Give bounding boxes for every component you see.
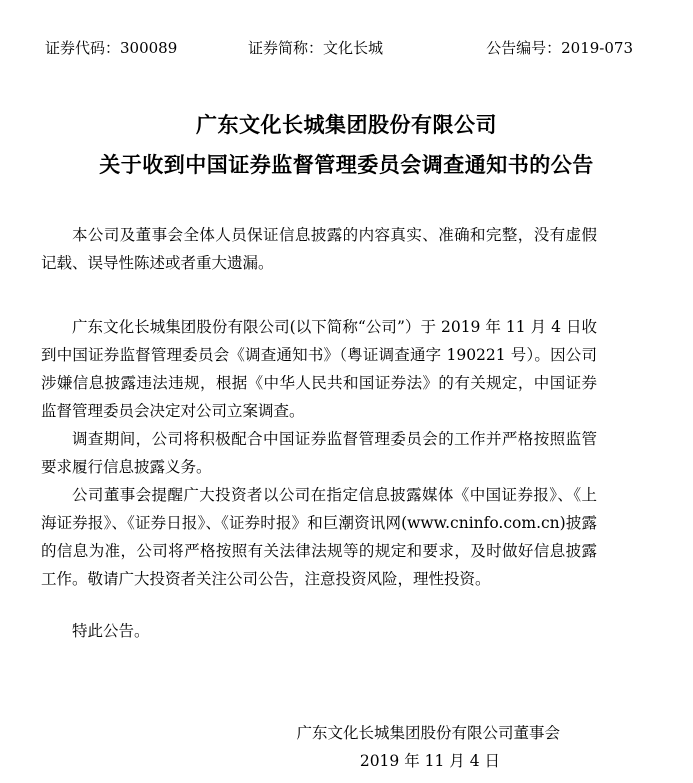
cooperation-paragraph: 调查期间，公司将积极配合中国证券监督管理委员会的工作并严格按照监管要求履行信息披露义务。 xyxy=(41,430,597,476)
company-title: 广东文化长城集团股份有限公司 xyxy=(196,113,497,137)
signature-date: 2019 年 11 月 4 日 xyxy=(359,752,500,770)
closing-paragraph: 特此公告。 xyxy=(72,622,150,640)
announcement-title: 关于收到中国证券监督管理委员会调查通知书的公告 xyxy=(99,153,594,177)
disclaimer-paragraph: 本公司及董事会全体人员保证信息披露的内容真实、准确和完整，没有虚假记载、误导性陈述或者重大遗漏。 xyxy=(41,226,597,272)
signature-company: 广东文化长城集团股份有限公司董事会 xyxy=(296,724,560,742)
announcement-number: 公告编号：2019-073 xyxy=(486,39,633,57)
investor-reminder-paragraph: 公司董事会提醒广大投资者以公司在指定信息披露媒体《中国证券报》、《上海证券报》、《证券日报》、《证券时报》和巨潮资讯网(www.cninfo.com.cn)披露的信息为准，公司将严格按照有关法律法规等的规定和要求，及时做好信息披露工作。敬请广大投资者关注公司公告，注意投资风险，理性投资。 xyxy=(41,486,597,588)
security-code: 证券代码：300089 xyxy=(45,39,178,57)
announcement-header xyxy=(45,38,633,58)
investigation-notice-paragraph: 广东文化长城集团股份有限公司(以下简称“公司”）于 2019 年 11 月 4 日收到中国证券监督管理委员会《调查通知书》（粤证调查通字 190221 号）。因公司涉嫌信息披露违法违规，根据《中华人民共和国证券法》的有关规定，中国证券监督管理委员会决定对公司立案调查。 xyxy=(41,318,597,420)
security-short-name: 证券简称：文化长城 xyxy=(248,39,384,57)
